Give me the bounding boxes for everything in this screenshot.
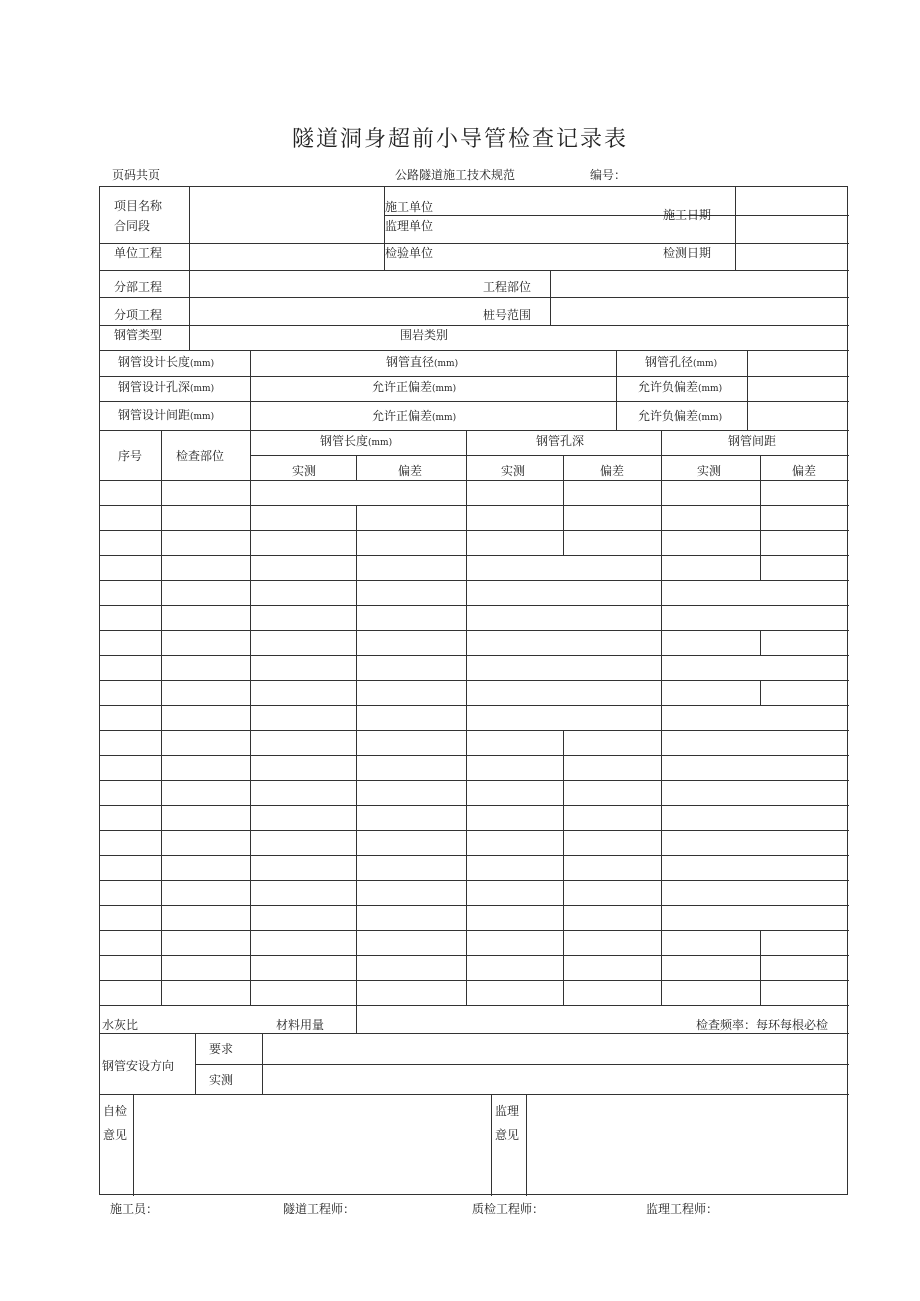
- grid-row-line: [100, 980, 849, 981]
- rule: [356, 455, 357, 480]
- grid-col-line: [563, 731, 564, 1005]
- grid-row-line: [100, 730, 849, 731]
- rule: [526, 1094, 527, 1196]
- label-diameter: [386, 355, 458, 371]
- label-pos-dev-2: [372, 409, 456, 425]
- rule: [250, 350, 251, 430]
- rule: [100, 1033, 849, 1034]
- rule: [747, 350, 748, 430]
- label-neg-dev-1: [638, 380, 722, 396]
- label-supervision-2: 意见: [495, 1128, 520, 1142]
- rule: [100, 270, 849, 271]
- rule: [735, 215, 849, 216]
- pipe-length-text: 钢管长度: [320, 434, 369, 448]
- rule: [563, 455, 564, 480]
- diameter-text: 钢管直径: [386, 355, 435, 369]
- header-pipe-length: [320, 434, 392, 450]
- rule: [550, 270, 551, 325]
- rule: [133, 1094, 134, 1196]
- grid-row-line: [100, 555, 849, 556]
- grid-col-line: [760, 680, 761, 705]
- neg-dev-text: 允许负偏差: [638, 409, 699, 423]
- header-measured: 实测: [292, 464, 317, 478]
- unit-text: (mm): [698, 384, 723, 394]
- label-contract-section: 合同段: [114, 219, 151, 233]
- grid-col-line: [760, 630, 761, 655]
- label-self-check-1: 自检: [103, 1104, 128, 1118]
- grid-col-line: [760, 480, 761, 580]
- label-material: 材料用量: [276, 1018, 325, 1032]
- rule: [195, 1064, 849, 1065]
- grid-col-line: [563, 480, 564, 555]
- label-pos-dev-1: [372, 380, 456, 396]
- sig-constructor: 施工员：: [110, 1202, 159, 1216]
- label-item-project: 分项工程: [114, 308, 163, 322]
- hole-diameter-text: 钢管孔径: [645, 355, 694, 369]
- unit-text: (mm): [190, 412, 215, 422]
- rule: [616, 350, 617, 430]
- rule: [262, 1033, 263, 1094]
- rule: [161, 430, 162, 1005]
- grid-row-line: [100, 755, 849, 756]
- rule: [100, 1094, 849, 1095]
- rule: [735, 187, 736, 270]
- rule: [100, 401, 849, 402]
- design-spacing-text: 钢管设计间距: [118, 408, 191, 422]
- grid-row-line: [100, 830, 849, 831]
- pos-dev-text: 允许正偏差: [372, 380, 433, 394]
- unit-text: (mm): [190, 359, 215, 369]
- unit-text: (mm): [693, 359, 718, 369]
- rule: [195, 1033, 196, 1094]
- label-design-length: [118, 355, 214, 371]
- header-hole-depth: 钢管孔深: [536, 434, 585, 448]
- label-neg-dev-2: [638, 409, 722, 425]
- label-rock-class: 围岩类别: [400, 328, 449, 342]
- label-pipe-type: 钢管类型: [114, 328, 163, 342]
- rule: [356, 1005, 357, 1033]
- rule: [100, 350, 849, 351]
- unit-text: (mm): [432, 413, 457, 423]
- header-deviation: 偏差: [600, 464, 625, 478]
- label-design-spacing: [118, 408, 214, 424]
- grid-row-line: [100, 880, 849, 881]
- unit-text: (mm): [368, 438, 393, 448]
- grid-row-line: [100, 805, 849, 806]
- label-frequency: 检查频率：每环每根必检: [696, 1018, 829, 1032]
- rule: [491, 1094, 492, 1196]
- grid-row-line: [100, 530, 849, 531]
- page-info: 页码共页: [112, 168, 161, 182]
- rule: [100, 243, 849, 244]
- grid-col-line: [356, 505, 357, 1005]
- header-measured: 实测: [501, 464, 526, 478]
- label-inspection-date: 检测日期: [663, 246, 712, 260]
- label-chainage-range: 桩号范围: [483, 308, 532, 322]
- label-design-hole-depth: [118, 380, 214, 396]
- grid-row-line: [100, 780, 849, 781]
- label-hole-diameter: [645, 355, 717, 371]
- label-construction-unit: 施工单位: [385, 200, 434, 214]
- header-seq: 序号: [118, 449, 143, 463]
- header-deviation: 偏差: [792, 464, 817, 478]
- grid-row-line: [100, 855, 849, 856]
- page-title: 隧道洞身超前小导管检查记录表: [291, 127, 628, 152]
- label-inspection-unit: 检验单位: [385, 246, 434, 260]
- serial-label: 编号：: [590, 168, 627, 182]
- label-supervision-1: 监理: [495, 1104, 520, 1118]
- grid-col-line: [760, 930, 761, 1005]
- header-location: 检查部位: [176, 449, 225, 463]
- rule: [661, 430, 662, 1005]
- label-requirement: 要求: [209, 1042, 234, 1056]
- neg-dev-text: 允许负偏差: [638, 380, 699, 394]
- grid-row-line: [100, 905, 849, 906]
- rule: [100, 325, 849, 326]
- grid-row-line: [100, 655, 849, 656]
- standard-name: 公路隧道施工技术规范: [395, 168, 516, 182]
- grid-row-line: [100, 505, 849, 506]
- rule: [100, 376, 849, 377]
- rule: [466, 430, 467, 1005]
- unit-text: (mm): [434, 359, 459, 369]
- grid-row-line: [100, 580, 849, 581]
- label-unit-project: 单位工程: [114, 246, 163, 260]
- grid-row-line: [100, 705, 849, 706]
- rule: [760, 455, 761, 480]
- record-table: [99, 186, 848, 1195]
- unit-text: (mm): [698, 413, 723, 423]
- rule: [100, 297, 849, 298]
- unit-text: (mm): [190, 384, 215, 394]
- label-supervision-unit: 监理单位: [385, 219, 434, 233]
- rule: [100, 1005, 849, 1006]
- label-wc-ratio: 水灰比: [102, 1018, 139, 1032]
- label-direction: 钢管安设方向: [102, 1059, 175, 1073]
- rule: [100, 480, 849, 481]
- rule: [100, 430, 849, 431]
- label-measured: 实测: [209, 1073, 234, 1087]
- header-measured: 实测: [697, 464, 722, 478]
- grid-row-line: [100, 605, 849, 606]
- label-project-name: 项目名称: [114, 199, 163, 213]
- label-sub-project: 分部工程: [114, 280, 163, 294]
- sig-tunnel-engineer: 隧道工程师：: [283, 1202, 356, 1216]
- label-project-location: 工程部位: [483, 280, 532, 294]
- grid-row-line: [100, 955, 849, 956]
- sig-qc-engineer: 质检工程师：: [472, 1202, 545, 1216]
- grid-row-line: [100, 680, 849, 681]
- unit-text: (mm): [432, 384, 457, 394]
- label-self-check-2: 意见: [103, 1128, 128, 1142]
- sig-supervising-engineer: 监理工程师：: [646, 1202, 719, 1216]
- grid-row-line: [100, 630, 849, 631]
- design-length-text: 钢管设计长度: [118, 355, 191, 369]
- label-construction-date: 施工日期: [663, 208, 712, 222]
- header-spacing: 钢管间距: [728, 434, 777, 448]
- rule: [250, 430, 251, 1005]
- pos-dev-text: 允许正偏差: [372, 409, 433, 423]
- rule: [189, 187, 190, 350]
- header-deviation: 偏差: [398, 464, 423, 478]
- grid-row-line: [100, 930, 849, 931]
- design-hole-depth-text: 钢管设计孔深: [118, 380, 191, 394]
